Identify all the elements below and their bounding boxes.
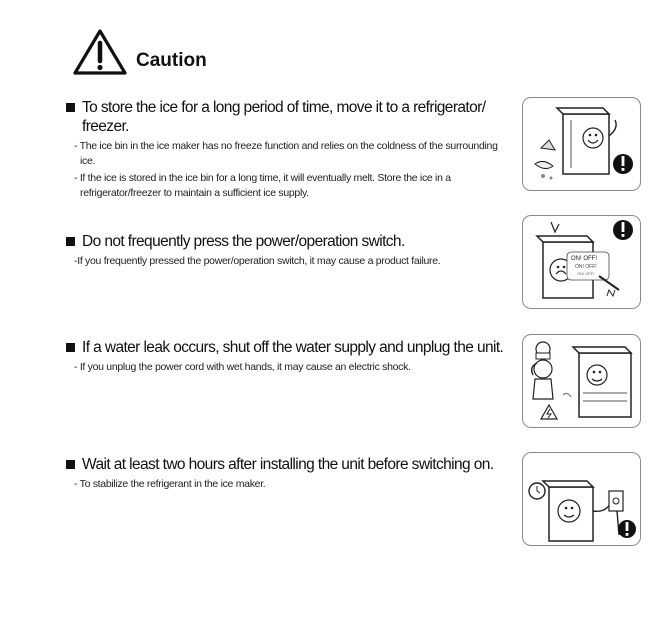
power-switch-drawing (523, 216, 640, 308)
on-off-text: ON! OFF! (575, 264, 597, 270)
square-bullet-icon (66, 460, 75, 469)
item-heading: Wait at least two hours after installing the unit before switching on. (66, 455, 514, 474)
item-heading: To store the ice for a long period of time, move it to a refrigerator/ freezer. (66, 98, 514, 136)
square-bullet-icon (66, 103, 75, 112)
illustration-melting-ice-maker (522, 97, 641, 191)
item-note: - The ice bin in the ice maker has no freeze function and relies on the coldness of the surrounding ice. (74, 140, 498, 167)
caution-item-water-leak (66, 338, 514, 375)
melting-ice-maker-drawing (523, 98, 640, 190)
item-note: - To stabilize the refrigerant in the ice maker. (74, 478, 266, 490)
caution-item-wait-before-switching (66, 455, 514, 492)
caution-item-ice-storage (66, 98, 514, 201)
on-off-text: ON! OFF! (571, 256, 597, 262)
item-note: - If the ice is stored in the ice bin for a long time, it will eventually melt. Store the ice in a refrigerator/freezer to maintain a sufficient ice supply. (74, 172, 451, 199)
square-bullet-icon (66, 343, 75, 352)
caution-item-power-switch (66, 232, 514, 269)
illustration-wait-before-switching (522, 452, 641, 546)
item-note: - If you unplug the power cord with wet hands, it may cause an electric shock. (74, 361, 411, 373)
page-title: Caution (136, 50, 207, 71)
water-leak-drawing (523, 335, 640, 427)
warning-triangle-icon (72, 28, 128, 76)
illustration-power-switch (522, 215, 641, 309)
illustration-water-leak (522, 334, 641, 428)
item-heading: If a water leak occurs, shut off the water supply and unplug the unit. (66, 338, 514, 357)
square-bullet-icon (66, 237, 75, 246)
item-note: -If you frequently pressed the power/operation switch, it may cause a product failure. (74, 255, 441, 267)
item-heading: Do not frequently press the power/operation switch. (66, 232, 514, 251)
on-off-text: ON! OFF! (577, 271, 595, 276)
wait-and-plug-drawing (523, 453, 640, 545)
